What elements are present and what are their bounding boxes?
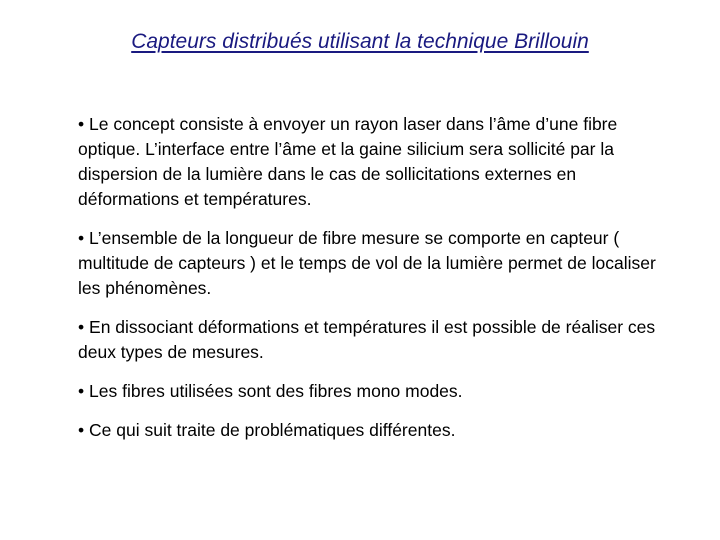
bullet-item [78,226,668,301]
bullet-item [78,112,668,212]
bullet-icon: • [78,114,85,134]
bullet-icon: • [78,317,85,337]
bullet-text: L’ensemble de la longueur de fibre mesure se comporte en capteur ( multitude de capteurs ) et le temps de vol de la lumière permet de localiser les phénomènes. [78,228,656,298]
bullet-text: Ce qui suit traite de problématiques différentes. [89,420,456,440]
bullet-item [78,418,668,443]
bullet-text: En dissociant déformations et températures il est possible de réaliser ces deux types de mesures. [78,317,656,362]
bullet-text: Le concept consiste à envoyer un rayon laser dans l’âme d’une fibre optique. L’interface entre l’âme et la gaine silicium sera sollicité par la dispersion de la lumière dans le cas de sollicitations externes en déformations et températures. [78,114,618,209]
bullet-icon: • [78,381,85,401]
bullet-list [78,112,668,457]
bullet-icon: • [78,420,85,440]
slide-title: Capteurs distribués utilisant la technique Brillouin [131,30,589,53]
bullet-item [78,379,668,404]
bullet-item [78,315,668,365]
bullet-text: Les fibres utilisées sont des fibres mono modes. [89,381,463,401]
bullet-icon: • [78,228,85,248]
